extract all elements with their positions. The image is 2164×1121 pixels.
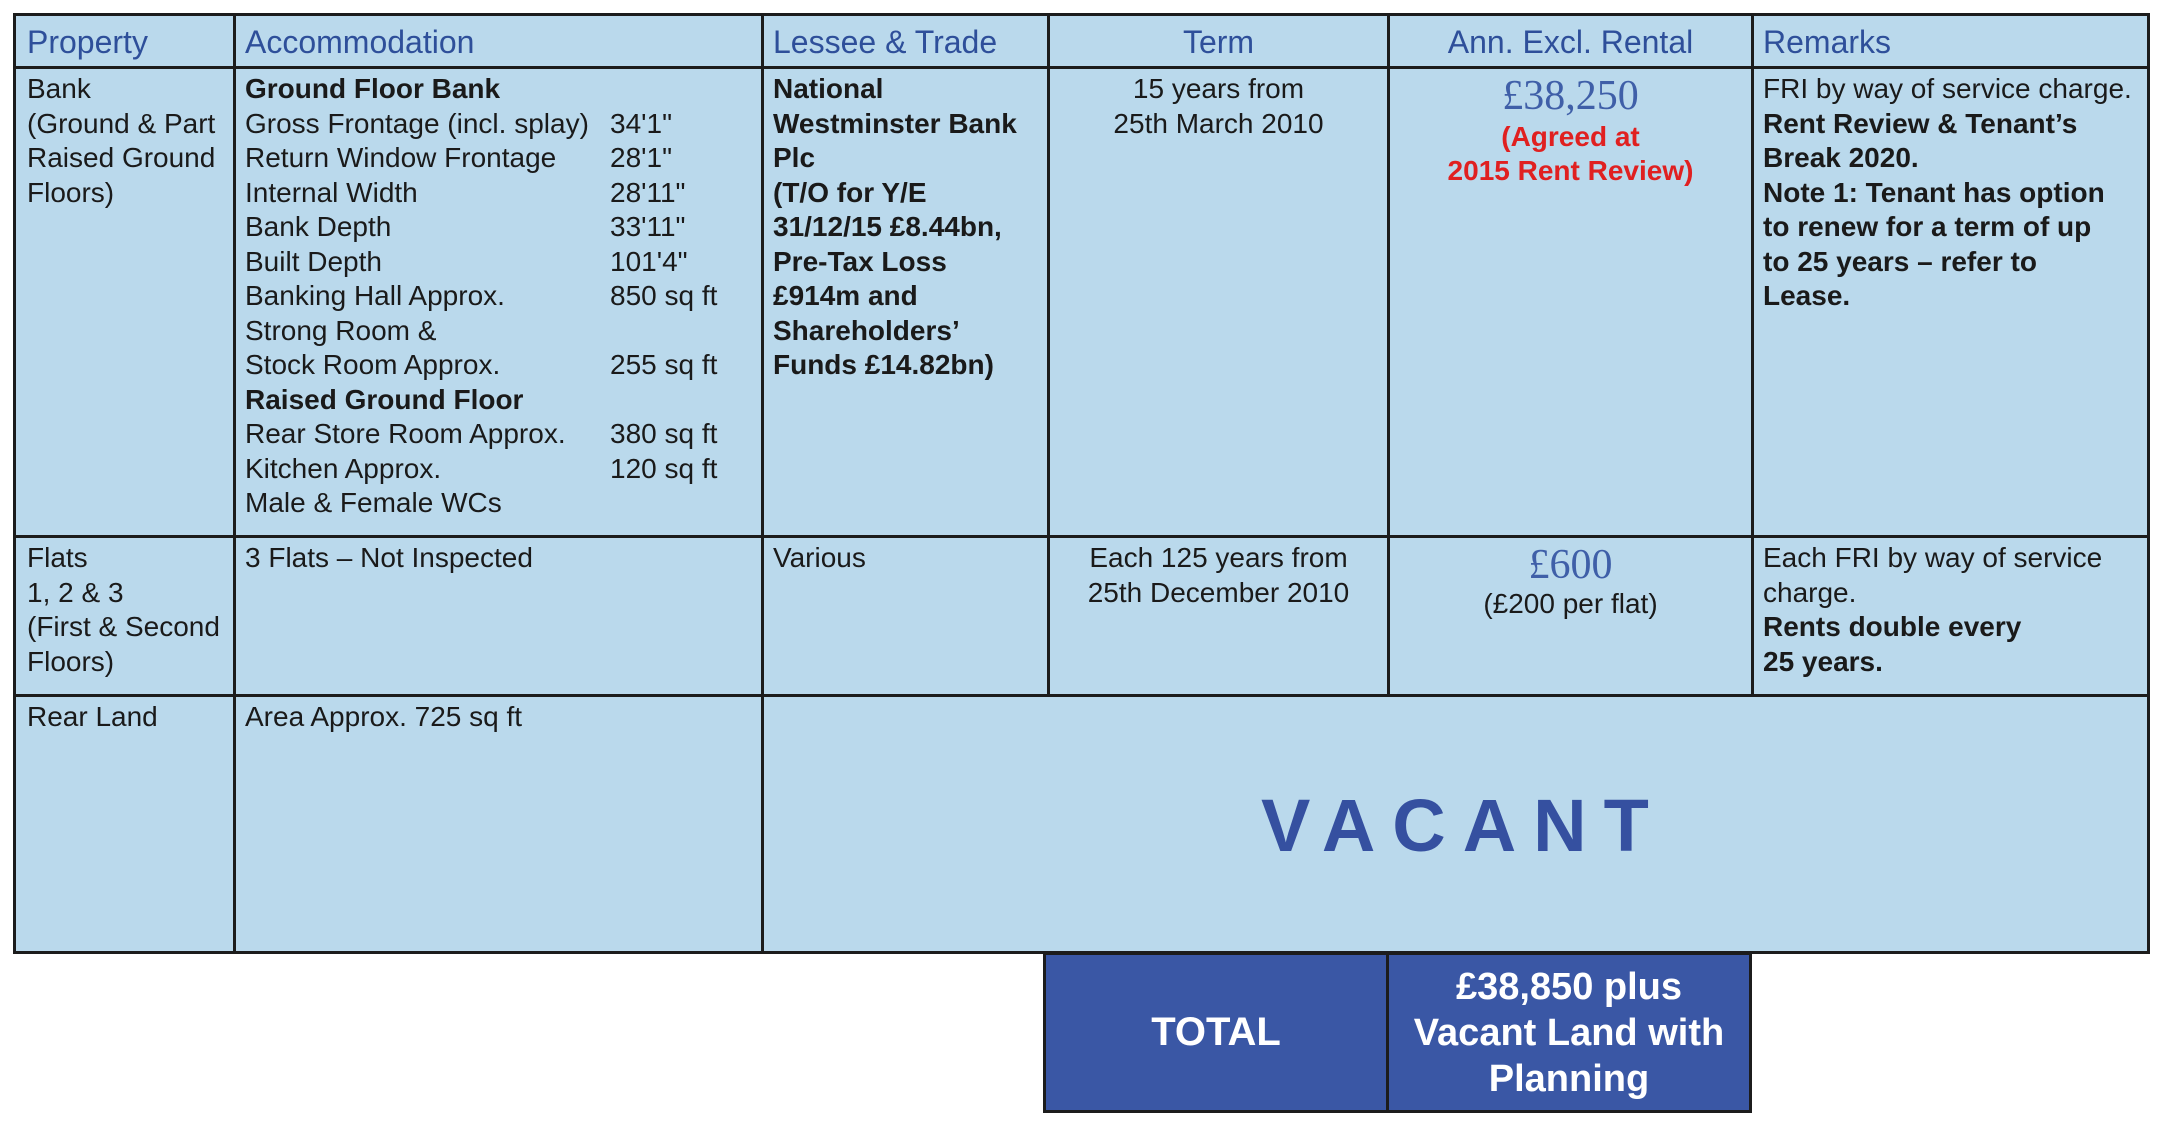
- flats-lessee-text: Various: [773, 542, 866, 573]
- flats-term-cell: [1050, 541, 1387, 610]
- flats-rent-value: £600: [1528, 542, 1613, 588]
- row-divider: [16, 535, 2147, 538]
- spec-label: Internal Width: [245, 176, 418, 208]
- spec-value: 28'11": [610, 176, 686, 208]
- spec-row: [245, 452, 755, 487]
- flats-property-line: (First & Second: [27, 611, 220, 642]
- lessee-line: Funds £14.82bn): [773, 349, 994, 380]
- spec-label: Banking Hall Approx.: [245, 280, 505, 311]
- total-value-line: Vacant Land with: [1413, 1011, 1725, 1054]
- flats-rent-cell: [1390, 541, 1751, 619]
- ground-floor-heading: Ground Floor Bank: [245, 73, 501, 104]
- rear-property-text: Rear Land: [27, 701, 158, 732]
- header-remarks: Remarks: [1763, 24, 1892, 60]
- bank-property-line: (Ground & Part: [27, 107, 216, 139]
- remarks-line: Each FRI by way of service: [1763, 542, 2103, 573]
- spec-value: [610, 486, 755, 521]
- bank-lessee-cell: [773, 72, 1043, 383]
- spec-label: Rear Store Room Approx.: [245, 418, 566, 449]
- bank-rent-cell: [1390, 72, 1751, 188]
- spec-row: [245, 245, 755, 280]
- header-accommodation: Accommodation: [245, 24, 475, 60]
- raised-floor-heading: Raised Ground Floor: [245, 383, 524, 415]
- flats-accommodation-cell: [245, 541, 755, 576]
- remarks-line: Break 2020.: [1763, 142, 1919, 173]
- total-label: TOTAL: [1151, 1010, 1281, 1054]
- vacant-status: VACANT: [1261, 784, 1666, 867]
- column-divider: [1751, 16, 1754, 697]
- bank-property-cell: [27, 72, 232, 210]
- spec-label: Return Window Frontage: [245, 142, 557, 173]
- spec-value: 101'4": [610, 245, 688, 277]
- spec-value: [610, 314, 755, 349]
- spec-label: Stock Room Approx.: [245, 349, 501, 380]
- spec-value: 850 sq ft: [610, 280, 718, 311]
- total-value-box: [1386, 952, 1752, 1113]
- lessee-line: Shareholders’: [773, 314, 960, 346]
- spec-value: 34'1": [610, 107, 673, 139]
- total-value-line: Planning: [1488, 1057, 1650, 1100]
- term-line: 25th December 2010: [1087, 576, 1350, 608]
- lessee-line: Westminster Bank: [773, 107, 1017, 139]
- total-label-box: [1043, 952, 1389, 1113]
- remarks-line: charge.: [1763, 576, 1857, 608]
- remarks-line: FRI by way of service charge.: [1763, 73, 2132, 104]
- total-value-line: £38,850 plus: [1455, 965, 1683, 1008]
- spec-row: [245, 417, 755, 452]
- spec-row: [245, 176, 755, 211]
- remarks-line: Lease.: [1763, 280, 1851, 311]
- tenancy-schedule-table: [13, 13, 2150, 954]
- lessee-line: £914m and: [773, 280, 918, 311]
- spec-label: Gross Frontage (incl. splay): [245, 107, 589, 139]
- spec-row: [245, 486, 755, 521]
- total-value: [1414, 964, 1724, 1102]
- header-term: Term: [1182, 24, 1255, 60]
- header-lessee-trade: Lessee & Trade: [773, 24, 998, 60]
- spec-value: 28'1": [610, 142, 673, 173]
- bank-property-line: Bank: [27, 73, 91, 104]
- bank-property-line: Floors): [27, 176, 115, 208]
- flats-accommodation-text: 3 Flats – Not Inspected: [245, 542, 533, 573]
- spec-value: 380 sq ft: [610, 418, 718, 449]
- spec-label: Kitchen Approx.: [245, 452, 442, 484]
- rent-review-note: (Agreed at: [1501, 121, 1640, 152]
- flats-lessee-cell: [773, 541, 1043, 576]
- column-divider: [233, 16, 236, 951]
- term-line: Each 125 years from: [1089, 542, 1348, 573]
- spec-row: [245, 107, 755, 142]
- spec-label: Bank Depth: [245, 211, 392, 242]
- flats-property-line: Floors): [27, 645, 115, 677]
- term-line: 25th March 2010: [1113, 107, 1324, 139]
- spec-row: [245, 210, 755, 245]
- rear-accommodation-text: Area Approx. 725 sq ft: [245, 701, 523, 732]
- lessee-line: National: [773, 73, 884, 104]
- spec-row: [245, 348, 755, 383]
- rent-review-note: 2015 Rent Review): [1447, 155, 1694, 186]
- header-annual-rental: Ann. Excl. Rental: [1447, 24, 1694, 60]
- flats-property-line: Flats: [27, 542, 88, 573]
- remarks-line: 25 years.: [1763, 645, 1883, 677]
- spec-label: Strong Room &: [245, 314, 437, 346]
- row-divider: [16, 694, 2147, 697]
- spec-row: [245, 279, 755, 314]
- flats-remarks-cell: [1763, 541, 2145, 679]
- flats-rent-note: (£200 per flat): [1483, 588, 1658, 619]
- bank-accommodation-cell: [245, 72, 755, 521]
- spec-label: Male & Female WCs: [245, 487, 502, 518]
- term-line: 15 years from: [1132, 73, 1305, 104]
- column-divider: [761, 16, 764, 951]
- spec-value: 120 sq ft: [610, 452, 718, 484]
- remarks-line: to renew for a term of up: [1763, 211, 2092, 242]
- remarks-line: Rents double every: [1763, 611, 2022, 642]
- rear-property-cell: [27, 700, 232, 735]
- lessee-line: (T/O for Y/E: [773, 176, 927, 208]
- remarks-line: Note 1: Tenant has option: [1763, 176, 2105, 208]
- spec-row: [245, 141, 755, 176]
- spec-label: Built Depth: [245, 245, 382, 277]
- spec-value: 255 sq ft: [610, 349, 718, 380]
- lessee-line: 31/12/15 £8.44bn,: [773, 211, 1002, 242]
- flats-property-cell: [27, 541, 232, 679]
- rear-accommodation-cell: [245, 700, 755, 735]
- spec-row: [245, 314, 755, 349]
- spec-value: 33'11": [610, 211, 686, 242]
- lessee-line: Plc: [773, 142, 816, 173]
- remarks-line: to 25 years – refer to: [1763, 245, 2037, 277]
- bank-term-cell: [1050, 72, 1387, 141]
- header-property: Property: [27, 24, 148, 60]
- bank-property-line: Raised Ground: [27, 142, 216, 173]
- bank-rent-value: £38,250: [1502, 73, 1639, 119]
- lessee-line: Pre-Tax Loss: [773, 245, 947, 277]
- bank-remarks-cell: [1763, 72, 2145, 314]
- flats-property-line: 1, 2 & 3: [27, 576, 124, 608]
- remarks-line: Rent Review & Tenant’s: [1763, 107, 2078, 139]
